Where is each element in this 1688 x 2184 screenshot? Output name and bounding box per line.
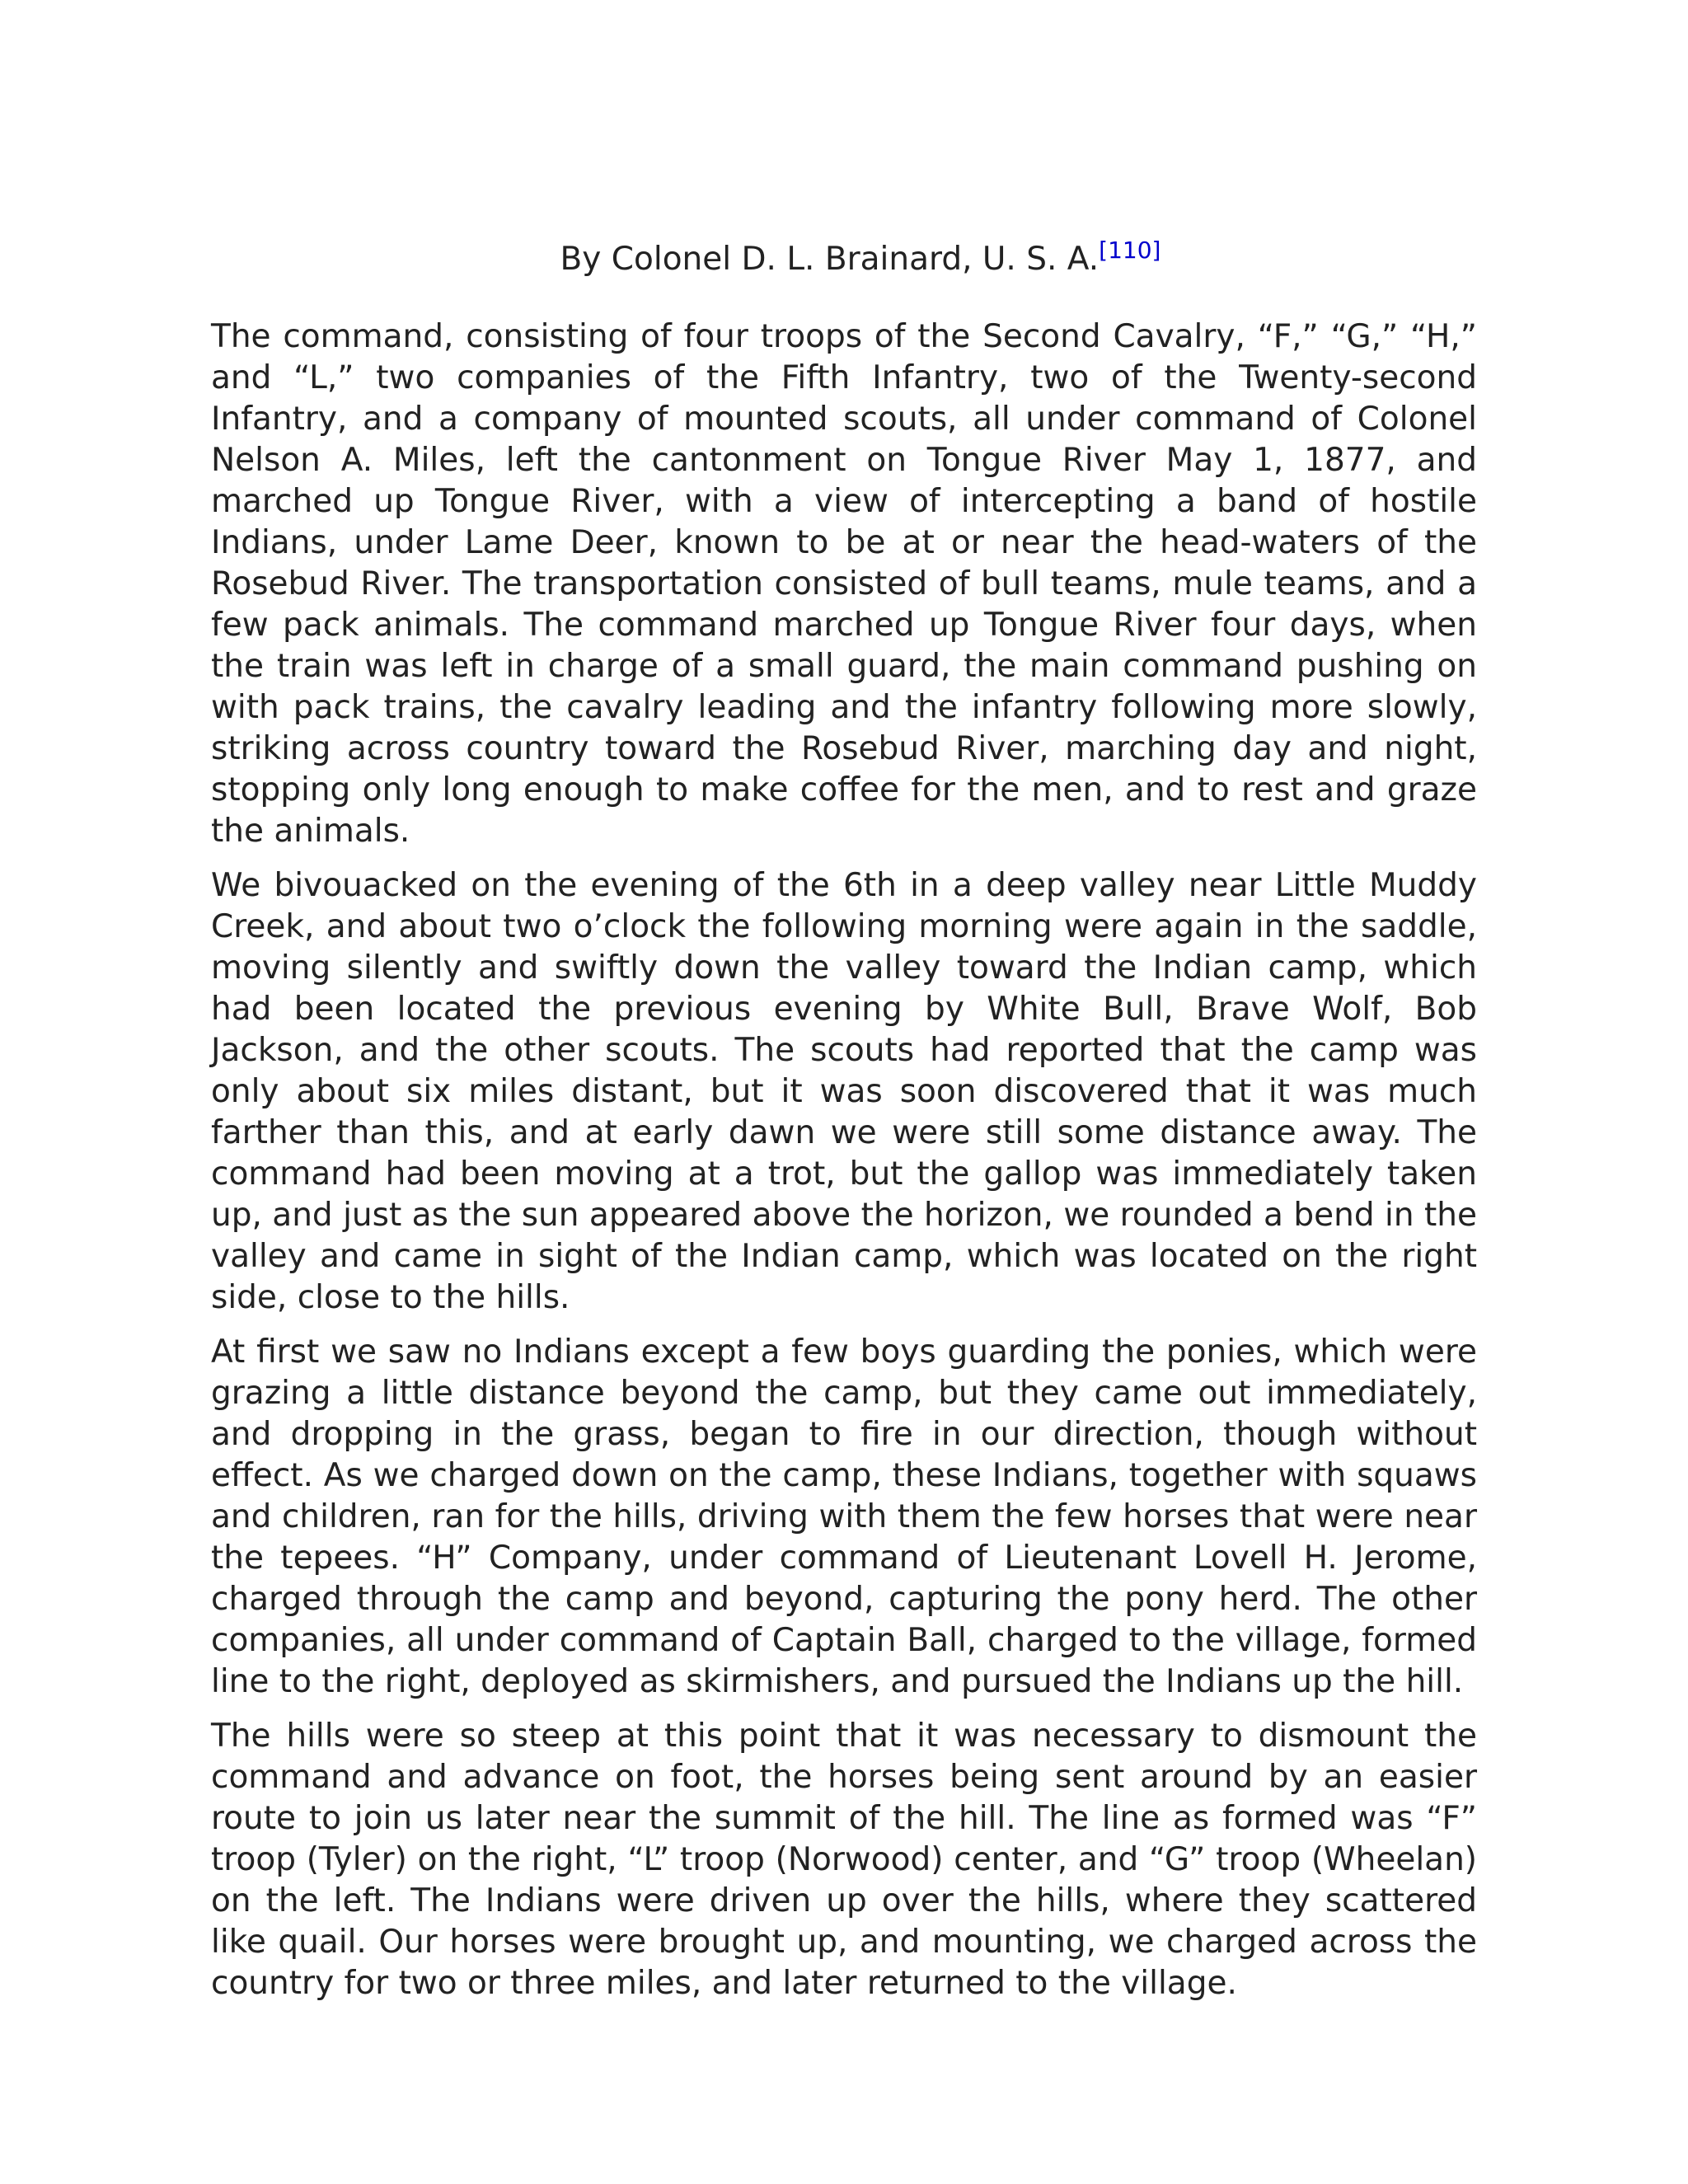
document-page — [211, 239, 1477, 2018]
paragraph: At first we saw no Indians except a few boys guarding the ponies, which were grazing a little distance beyond the camp, but they came out immediately, and dropping in the grass, began to fire in our direction, though without effect. As we charged down on the camp, these Indians, together with squaws and children, ran for the hills, driving with them the few horses that were near the tepees. “H” Company, under command of Lieutenant Lovell H. Jerome, charged through the camp and beyond, capturing the pony herd. The other companies, all under command of Captain Ball, charged to the village, formed line to the right, deployed as skirmishers, and pursued the Indians up the hill. — [211, 1333, 1477, 1700]
byline-text: By Colonel D. L. Brainard, U. S. A. — [560, 241, 1100, 278]
byline — [211, 239, 1477, 280]
footnote-link[interactable]: [110] — [1099, 237, 1161, 264]
paragraph: We bivouacked on the evening of the 6th in a deep valley near Little Muddy Creek, and about two o’clock the following morning were again in the saddle, moving silently and swiftly down the valley toward the Indian camp, which had been located the previous evening by White Bull, Brave Wolf, Bob Jackson, and the other scouts. The scouts had reported that the camp was only about six miles distant, but it was soon discovered that it was much farther than this, and at early dawn we were still some distance away. The command had been moving at a trot, but the gallop was immediately taken up, and just as the sun appeared above the horizon, we rounded a bend in the valley and came in sight of the Indian camp, which was located on the right side, close to the hills. — [211, 867, 1477, 1316]
paragraph: The hills were so steep at this point that it was necessary to dismount the command and advance on foot, the horses being sent around by an easier route to join us later near the summit of the hill. The line as formed was “F” troop (Tyler) on the right, “L” troop (Norwood) center, and “G” troop (Wheelan) on the left. The Indians were driven up over the hills, where they scattered like quail. Our horses were brought up, and mounting, we charged across the country for two or three miles, and later returned to the village. — [211, 1718, 1477, 2002]
paragraph: The command, consisting of four troops of the Second Cavalry, “F,” “G,” “H,” and “L,” two companies of the Fifth Infantry, two of the Twenty-second Infantry, and a company of mounted scouts, all under command of Colonel Nelson A. Miles, left the cantonment on Tongue River May 1, 1877, and marched up Tongue River, with a view of intercepting a band of hostile Indians, under Lame Deer, known to be at or near the head-waters of the Rosebud River. The transportation consisted of bull teams, mule teams, and a few pack animals. The command marched up Tongue River four days, when the train was left in charge of a small guard, the main command pushing on with pack trains, the cavalry leading and the infantry following more slowly, striking across country toward the Rosebud River, marching day and night, stopping only long enough to make coffee for the men, and to rest and graze the animals. — [211, 318, 1477, 850]
footnote-ref-superscript — [1099, 237, 1160, 264]
